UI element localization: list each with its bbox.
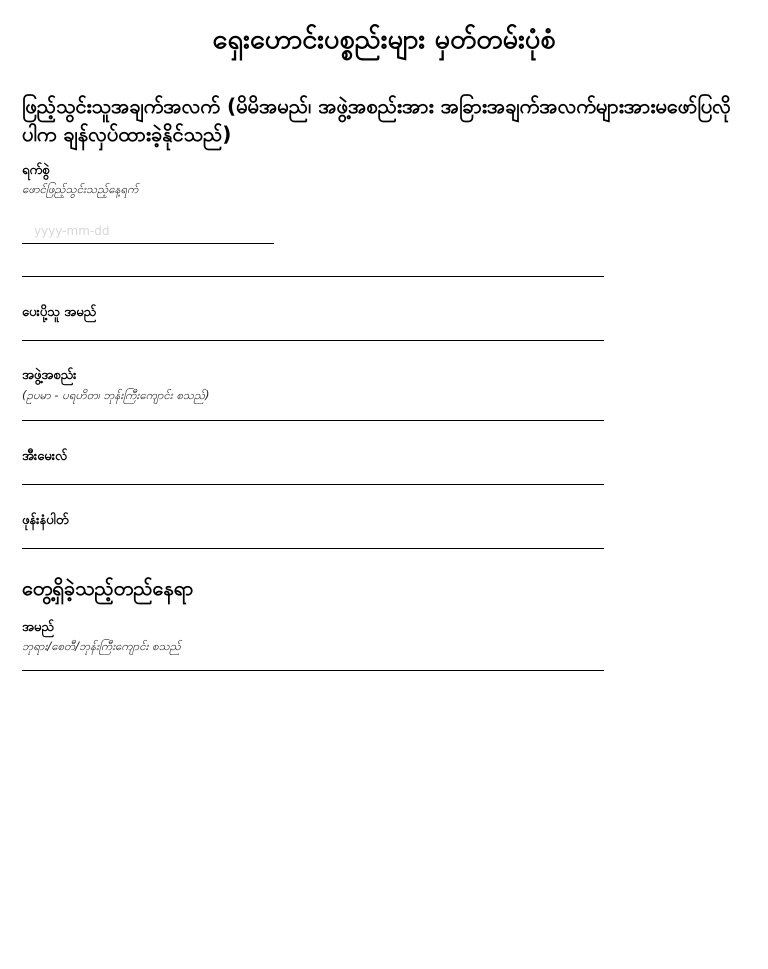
date-label: ရက်စွဲ <box>22 163 50 178</box>
date-extra-field-line[interactable] <box>22 276 604 277</box>
date-hint: ဖောင်ဖြည့်သွင်းသည့်နေ့ရက် <box>22 182 139 196</box>
location-name-label: အမည် <box>22 620 54 635</box>
sender-name-label: ပေးပို့သူ အမည် <box>22 305 97 320</box>
phone-label: ဖုန်းနံပါတ် <box>22 513 69 528</box>
organization-label: အဖွဲ့အစည်း <box>22 368 77 383</box>
organization-hint: (ဥပမာ - ပရဟိတ၊ ဘုန်းကြီးကျောင်း စသည်) <box>22 388 210 402</box>
form-title: ရှေးဟောင်းပစ္စည်းများ မှတ်တမ်းပုံစံ <box>212 24 556 55</box>
organization-field[interactable] <box>22 420 604 421</box>
email-label: အီးမေးလ် <box>22 449 68 464</box>
submitter-section-heading: ဖြည့်သွင်းသူအချက်အလက် (မိမိအမည်၊ အဖွဲ့အစည်းအား အခြားအချက်အလက်များအားမဖော်ပြလိုပါက ချန်လှပ်ထားခဲ့နိုင်သည်) <box>22 94 731 146</box>
location-section-heading: တွေ့ရှိခဲ့သည့်တည်နေရာ <box>22 576 194 600</box>
email-field[interactable] <box>22 484 604 485</box>
location-name-field[interactable] <box>22 670 604 671</box>
phone-field[interactable] <box>22 548 604 549</box>
date-input[interactable] <box>22 218 274 244</box>
location-name-hint: ဘုရား/စေတီ/ဘုန်းကြီးကျောင်း စသည် <box>22 639 181 653</box>
sender-name-field[interactable] <box>22 340 604 341</box>
